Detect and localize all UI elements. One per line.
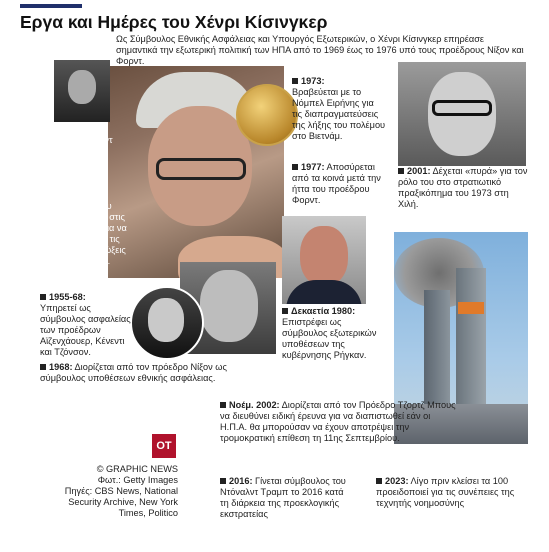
- young-kissinger-photo: [54, 60, 110, 122]
- reagan-photo: [282, 216, 366, 304]
- nobel-medal-image: [236, 84, 298, 146]
- event-1938: 1938: Με την οικογένειά του μεταναστεύει στις ΗΠΑ για να για να γλιτώσει από τις ναζιστικές διώξεις των Εβραίων.: [54, 190, 127, 266]
- credit-sources: Πηγές: CBS News, National Security Archive, New York Times, Politico: [64, 486, 178, 518]
- kennedy-photo: [130, 286, 204, 360]
- event-2023: 2023: Λίγο πριν κλείσει τα 100 προειδοποιεί για τις συνέπειες της τεχνητής νοημοσύνης: [376, 476, 515, 508]
- event-2016: 2016: Γίνεται σύμβουλος του Ντόναλντ Τραμπ το 2016 κατά τη διάρκεια της προεκλογικής εκστρατείας: [220, 476, 346, 519]
- intro-text: Ως Σύμβουλος Εθνικής Ασφάλειας και Υπουργός Εξωτερικών, ο Χένρι Κίσινγκερ επηρέασε σημαντικά την εξωτερική πολιτική των ΗΠΑ από το 1969 έως το 1976 υπό τους προέδρους Νίξον και Φορντ.: [116, 34, 524, 66]
- event-2002: Νοέμ. 2002: Διορίζεται από τον Πρόεδρο Τζορτζ Μπους να διευθύνει ειδική έρευνα για να διαπιστωθεί εάν οι Η.Π.Α. θα μπορούσαν να έχουν αποτρέψει την τρομοκρατική επίθεση τη 11ης Σεπτεμβρίου.: [220, 400, 456, 443]
- event-2001: 2001: Δέχεται «πυρά» για τον ρόλο του στο στρατιωτικό πραξικόπημα του 1973 στη Χιλή.: [398, 166, 528, 209]
- allende-photo: [398, 62, 526, 166]
- page-title: Εργα και Ημέρες του Χένρι Κίσινγκερ: [20, 12, 328, 32]
- event-1968: 1968: Διορίζεται από τον πρόεδρο Νίξον ως σύμβουλος υποθέσεων εθνικής ασφάλειας.: [40, 362, 227, 383]
- credit-photos: Φωτ.: Getty Images: [97, 475, 178, 485]
- credit-agency: © GRAPHIC NEWS: [96, 464, 178, 474]
- event-1973: 1973: Βραβεύεται με το Νόμπελ Ειρήνης για τις διαπραγματεύσεις της λήξης του πολέμου στο Βιετνάμ.: [292, 76, 386, 141]
- event-1977: 1977: Αποσύρεται από τα κοινά μετά την ήττα του προέδρου Φορντ.: [292, 162, 381, 205]
- event-1923: 27/5/1923: Χάινς Αλφρεντ Κίσινγκερ γεννιέται στο Φυρτ της Γερμανίας.: [54, 124, 113, 189]
- ot-logo: ΟΤ: [152, 434, 176, 458]
- event-1980s: Δεκαετία 1980: Επιστρέφει ως σύμβουλος εξωτερικών υποθέσεων της κυβέρνησης Ρήγκαν.: [282, 306, 377, 360]
- accent-bar: [20, 4, 82, 8]
- credits: [56, 464, 178, 519]
- event-1955-68: 1955-68: Υπηρετεί ως σύμβουλος ασφαλείας των προέδρων Αϊζενχάουερ, Κένεντι και Τζόνσον.: [40, 292, 131, 357]
